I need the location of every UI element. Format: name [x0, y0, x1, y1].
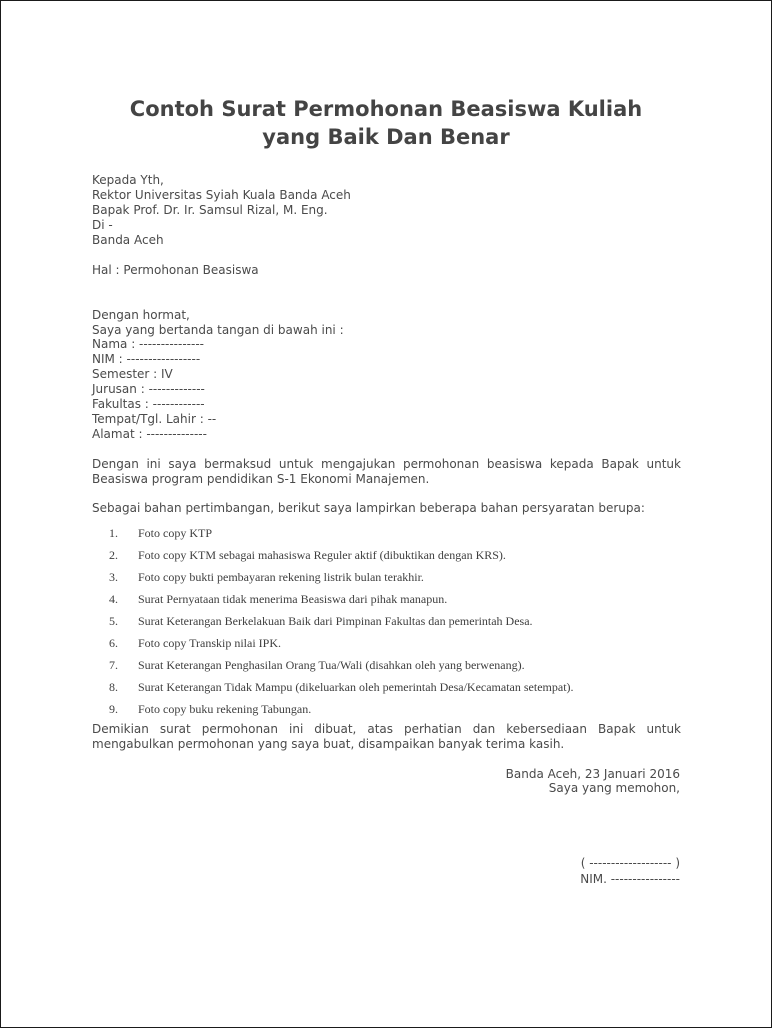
recipient-di: Di -	[92, 218, 113, 232]
page-title	[1, 95, 771, 151]
list-item: 9. Foto copy buku rekening Tabungan.	[109, 702, 312, 716]
field-semester: Semester : IV	[92, 367, 173, 381]
signature-nim: NIM. ----------------	[580, 872, 680, 886]
field-jurusan: Jurusan : -------------	[92, 382, 205, 396]
letter-subject: Hal : Permohonan Beasiswa	[92, 263, 259, 277]
attachments-intro: Sebagai bahan pertimbangan, berikut saya lampirkan beberapa bahan persyaratan berupa:	[92, 501, 645, 515]
closing-line-2: mengabulkan permohonan yang saya buat, disampaikan banyak terima kasih.	[92, 737, 565, 751]
list-item: 7. Surat Keterangan Penghasilan Orang Tua/Wali (disahkan oleh yang berwenang).	[109, 658, 525, 672]
closing-line-1: Demikian surat permohonan ini dibuat, atas perhatian dan kebersediaan Bapak untuk	[92, 722, 681, 736]
field-ttl: Tempat/Tgl. Lahir : --	[92, 412, 217, 426]
field-alamat: Alamat : --------------	[92, 427, 207, 441]
purpose-line-2: Beasiswa program pendidikan S-1 Ekonomi Manajemen.	[92, 472, 430, 486]
list-item: 8. Surat Keterangan Tidak Mampu (dikeluarkan oleh pemerintah Desa/Kecamatan setempat).	[109, 680, 574, 694]
letter-greeting: Dengan hormat,	[92, 308, 190, 322]
recipient-salutation: Kepada Yth,	[92, 173, 164, 187]
letter-intro: Saya yang bertanda tangan di bawah ini :	[92, 323, 344, 337]
list-item: 6. Foto copy Transkip nilai IPK.	[109, 636, 282, 650]
purpose-paragraph	[92, 457, 681, 487]
requirements-list	[92, 522, 574, 720]
title-line-2: yang Baik Dan Benar	[262, 125, 510, 149]
recipient-city: Banda Aceh	[92, 233, 164, 247]
field-fakultas: Fakultas : ------------	[92, 397, 205, 411]
list-item: 3. Foto copy bukti pembayaran rekening listrik bulan terakhir.	[109, 570, 424, 584]
signature-name: ( ------------------- )	[580, 856, 680, 870]
field-nim: NIM : -----------------	[92, 352, 201, 366]
list-item: 2. Foto copy KTM sebagai mahasiswa Reguler aktif (dibuktikan dengan KRS).	[109, 548, 506, 562]
sign-off: Saya yang memohon,	[548, 781, 680, 795]
list-item: 4. Surat Pernyataan tidak menerima Beasiswa dari pihak manapun.	[109, 592, 448, 606]
list-item: 1. Foto copy KTP	[109, 526, 213, 540]
closing-paragraph	[92, 722, 681, 752]
place-date: Banda Aceh, 23 Januari 2016	[505, 767, 680, 781]
title-line-1: Contoh Surat Permohonan Beasiswa Kuliah	[129, 97, 643, 121]
field-nama: Nama : ---------------	[92, 337, 204, 351]
purpose-line-1: Dengan ini saya bermaksud untuk mengajukan permohonan beasiswa kepada Bapak untuk	[92, 457, 681, 471]
recipient-name: Bapak Prof. Dr. Ir. Samsul Rizal, M. Eng.	[92, 203, 328, 217]
list-item: 5. Surat Keterangan Berkelakuan Baik dari Pimpinan Fakultas dan pemerintah Desa.	[109, 614, 533, 628]
recipient-rector: Rektor Universitas Syiah Kuala Banda Aceh	[92, 188, 351, 202]
